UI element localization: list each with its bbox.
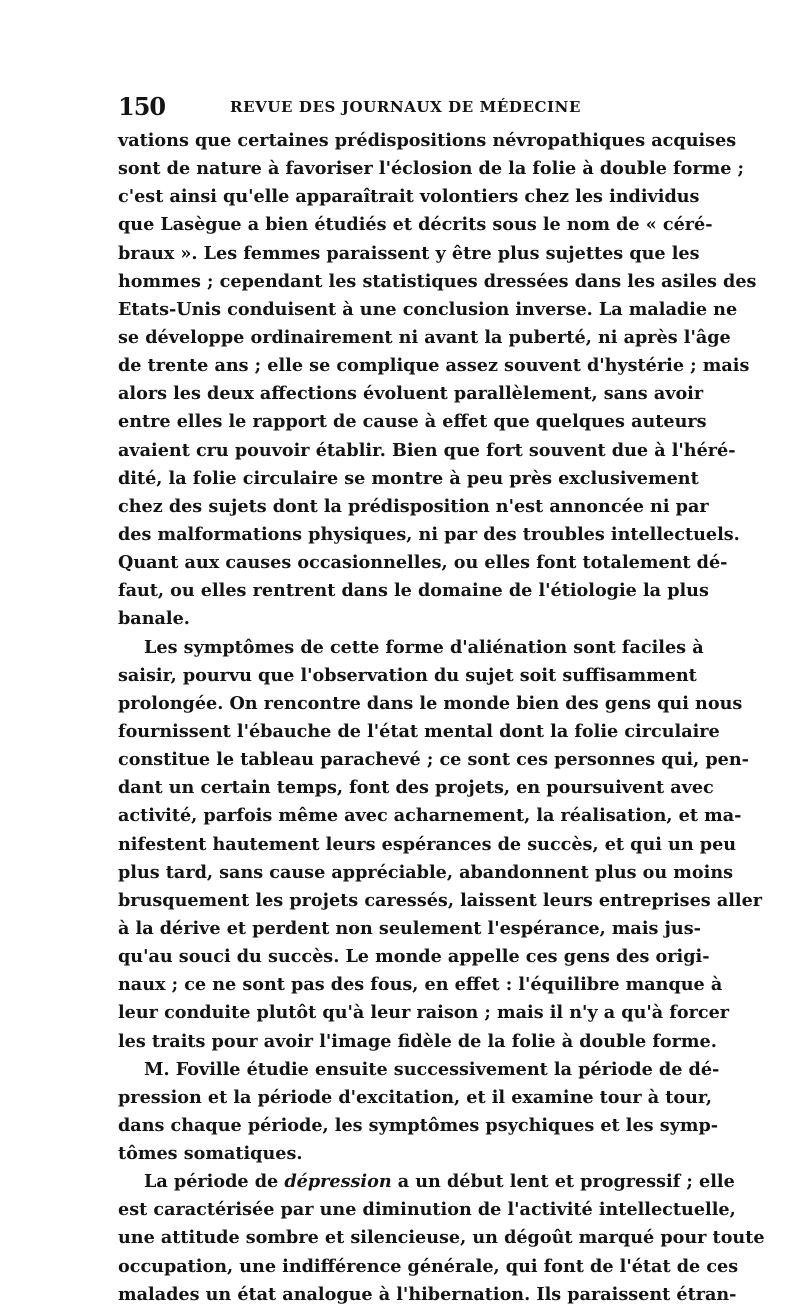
text-line: une attitude sombre et silencieuse, un dégoût marqué pour toute (118, 1227, 765, 1249)
text-line: que Lasègue a bien étudiés et décrits sous le nom de « céré- (118, 214, 713, 236)
running-title: REVUE DES JOURNAUX DE MÉDECINE (230, 98, 582, 116)
body-text (118, 127, 765, 1309)
text-line: constitue le tableau parachevé ; ce sont ces personnes qui, pen- (118, 749, 749, 771)
text-line: saisir, pourvu que l'observation du sujet soit suffisamment (118, 664, 697, 686)
text-line: qu'au souci du succès. Le monde appelle ces gens des origi- (118, 946, 710, 968)
text-line-mixed (118, 1168, 735, 1196)
page-number: 150 (118, 92, 166, 121)
text-line: dans chaque période, les symptômes psychiques et les symp- (118, 1114, 719, 1136)
paragraph-1 (118, 127, 757, 634)
text-line: Les symptômes de cette forme d'aliénation sont faciles à (144, 636, 704, 658)
text-run: La période de (144, 1171, 285, 1193)
text-line: hommes ; cependant les statistiques dressées dans les asiles des (118, 270, 757, 292)
text-line: pression et la période d'excitation, et il examine tour à tour, (118, 1086, 713, 1108)
text-line: naux ; ce ne sont pas des fous, en effet : l'équilibre manque à (118, 974, 723, 996)
text-line: occupation, une indifférence générale, qui font de l'état de ces (118, 1255, 739, 1277)
text-line: fournissent l'ébauche de l'état mental dont la folie circulaire (118, 720, 720, 742)
text-line: plus tard, sans cause appréciable, abandonnent plus ou moins (118, 861, 734, 883)
text-line: activité, parfois même avec acharnement, la réalisation, et ma- (118, 805, 742, 827)
text-line: dité, la folie circulaire se montre à peu près exclusivement (118, 467, 699, 489)
paragraph-3 (118, 1056, 720, 1169)
text-line: leur conduite plutôt qu'à leur raison ; mais il n'y a qu'à forcer (118, 1002, 730, 1024)
text-line: Etats-Unis conduisent à une conclusion inverse. La maladie ne (118, 298, 738, 320)
text-line: brusquement les projets caressés, laissent leurs entreprises aller (118, 889, 763, 911)
text-line: alors les deux affections évoluent parallèlement, sans avoir (118, 383, 704, 405)
text-line: tômes somatiques. (118, 1143, 303, 1165)
text-line: M. Foville étudie ensuite successivement la période de dé- (144, 1058, 720, 1080)
text-line: entre elles le rapport de cause à effet que quelques auteurs (118, 411, 707, 433)
text-line: vations que certaines prédispositions névropathiques acquises (118, 130, 737, 151)
text-line: dant un certain temps, font des projets, en poursuivent avec (118, 777, 714, 799)
text-run: a un début lent et progressif ; elle (391, 1171, 735, 1193)
text-line: nifestent hautement leurs espérances de succès, et qui un peu (118, 833, 737, 855)
text-line: chez des sujets dont la prédisposition n'est annoncée ni par (118, 495, 709, 517)
text-line: avaient cru pouvoir établir. Bien que fort souvent due à l'héré- (118, 439, 736, 461)
text-line: malades un état analogue à l'hibernation. Ils paraissent étran- (118, 1283, 737, 1305)
text-line: Quant aux causes occasionnelles, ou elles font totalement dé- (118, 552, 728, 574)
text-line: est caractérisée par une diminution de l'activité intellectuelle, (118, 1199, 736, 1221)
text-line: prolongée. On rencontre dans le monde bien des gens qui nous (118, 692, 743, 714)
text-line: à la dérive et perdent non seulement l'espérance, mais jus- (118, 917, 701, 939)
text-line: braux ». Les femmes paraissent y être plus sujettes que les (118, 242, 700, 264)
text-line: banale. (118, 608, 190, 630)
text-line: se développe ordinairement ni avant la puberté, ni après l'âge (118, 326, 731, 348)
paragraph-4 (118, 1168, 765, 1309)
paragraph-2 (118, 634, 763, 1056)
text-line: de trente ans ; elle se complique assez souvent d'hystérie ; mais (118, 355, 750, 377)
page-header (118, 92, 678, 120)
italic-term: dépression (284, 1171, 392, 1193)
text-line: c'est ainsi qu'elle apparaîtrait volontiers chez les individus (118, 186, 700, 208)
text-line: les traits pour avoir l'image fidèle de la folie à double forme. (118, 1030, 717, 1052)
text-line: faut, ou elles rentrent dans le domaine de l'étiologie la plus (118, 580, 709, 602)
text-line: sont de nature à favoriser l'éclosion de la folie à double forme ; (118, 158, 745, 180)
text-line: des malformations physiques, ni par des troubles intellectuels. (118, 523, 740, 545)
